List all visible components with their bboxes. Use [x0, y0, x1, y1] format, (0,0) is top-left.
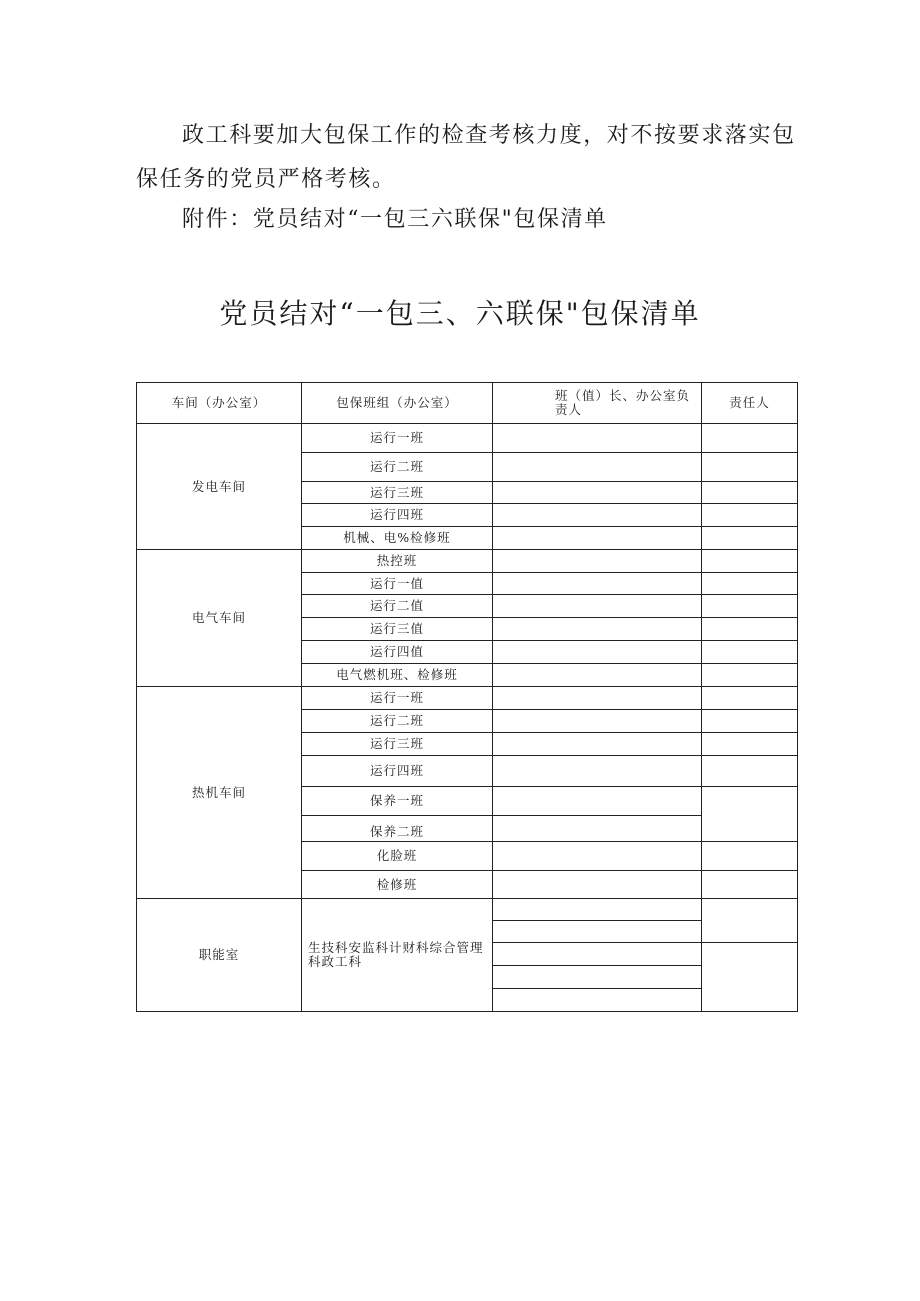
responsible-cell	[702, 453, 798, 482]
table-row	[137, 899, 798, 921]
header-leader: 班（值）长、办公室负责人	[493, 383, 702, 424]
leader-cell	[493, 756, 702, 787]
team-cell: 运行二班	[302, 453, 493, 482]
attachment-line: 附件：党员结对“一包三六联保"包保清单	[182, 207, 608, 232]
responsible-cell	[702, 733, 798, 756]
header-team: 包保班组（办公室）	[302, 383, 493, 424]
leader-cell	[493, 989, 702, 1012]
leader-cell	[493, 816, 702, 842]
table-row	[137, 550, 798, 573]
responsible-cell	[702, 664, 798, 687]
leader-cell	[493, 687, 702, 710]
team-cell: 化脸班	[302, 842, 493, 871]
team-cell: 运行一班	[302, 687, 493, 710]
team-cell: 运行四值	[302, 641, 493, 664]
team-cell: 运行四班	[302, 756, 493, 787]
leader-cell	[493, 504, 702, 527]
leader-cell	[493, 842, 702, 871]
leader-cell	[493, 573, 702, 595]
leader-cell	[493, 899, 702, 921]
leader-cell	[493, 527, 702, 550]
team-cell: 运行四班	[302, 504, 493, 527]
responsible-cell	[702, 842, 798, 871]
leader-cell	[493, 966, 702, 989]
responsible-cell	[702, 527, 798, 550]
responsible-cell	[702, 504, 798, 527]
team-cell: 运行三班	[302, 733, 493, 756]
table-header-row	[137, 383, 798, 424]
leader-cell	[493, 664, 702, 687]
table-row	[137, 687, 798, 710]
leader-cell	[493, 921, 702, 943]
responsible-cell	[702, 618, 798, 641]
leader-cell	[493, 733, 702, 756]
table-row	[137, 424, 798, 453]
responsible-cell	[702, 641, 798, 664]
responsible-cell	[702, 899, 798, 943]
leader-cell	[493, 618, 702, 641]
team-cell: 保养一班	[302, 787, 493, 816]
responsible-cell	[702, 871, 798, 899]
responsible-cell	[702, 687, 798, 710]
responsible-cell	[702, 424, 798, 453]
leader-cell	[493, 871, 702, 899]
responsible-cell	[702, 550, 798, 573]
roster-table	[136, 382, 798, 1012]
body-paragraph-1: 政工科要加大包保工作的检查考核力度，对不按要求落实包保任务的党员严格考核。	[136, 123, 796, 192]
header-responsible: 责任人	[702, 383, 798, 424]
responsible-cell	[702, 595, 798, 618]
leader-cell	[493, 550, 702, 573]
leader-cell	[493, 641, 702, 664]
responsible-cell	[702, 710, 798, 733]
team-cell: 检修班	[302, 871, 493, 899]
leader-cell	[493, 943, 702, 966]
team-cell: 电气燃机班、检修班	[302, 664, 493, 687]
responsible-cell	[702, 787, 798, 842]
table-title: 党员结对“一包三、六联保"包保清单	[219, 297, 701, 330]
leader-cell	[493, 710, 702, 733]
responsible-cell	[702, 943, 798, 1012]
team-cell: 运行三值	[302, 618, 493, 641]
workshop-cell: 热机车间	[137, 687, 302, 899]
leader-cell	[493, 595, 702, 618]
team-cell: 运行一班	[302, 424, 493, 453]
workshop-cell: 发电车间	[137, 424, 302, 550]
leader-cell	[493, 482, 702, 504]
workshop-cell: 电气车间	[137, 550, 302, 687]
responsible-cell	[702, 482, 798, 504]
team-cell: 运行一值	[302, 573, 493, 595]
header-workshop: 车间（办公室）	[137, 383, 302, 424]
responsible-cell	[702, 573, 798, 595]
workshop-cell: 职能室	[137, 899, 302, 1012]
team-cell: 运行二值	[302, 595, 493, 618]
responsible-cell	[702, 756, 798, 787]
team-cell: 热控班	[302, 550, 493, 573]
leader-cell	[493, 787, 702, 816]
team-cell: 运行二班	[302, 710, 493, 733]
team-cell: 运行三班	[302, 482, 493, 504]
leader-cell	[493, 424, 702, 453]
team-cell: 机械、电%检修班	[302, 527, 493, 550]
leader-cell	[493, 453, 702, 482]
team-cell: 生技科安监科计财科综合管理科政工科	[302, 899, 493, 1012]
team-cell: 保养二班	[302, 816, 493, 842]
